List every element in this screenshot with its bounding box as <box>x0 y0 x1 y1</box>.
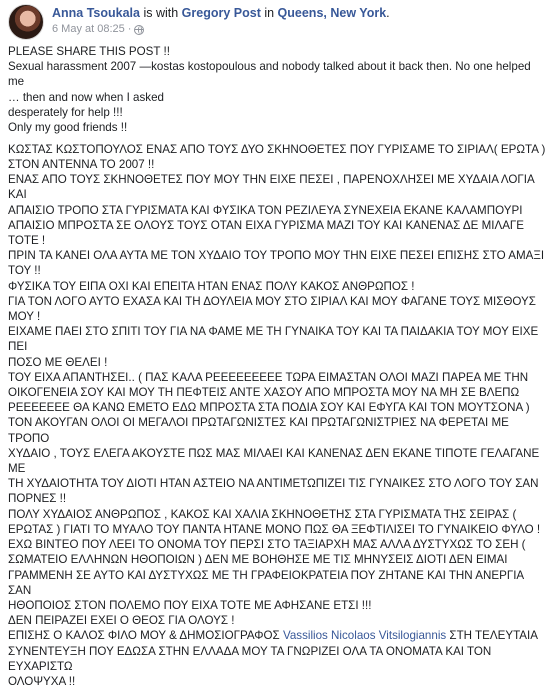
in-text: in <box>260 6 278 20</box>
text-line: … then and now when I asked <box>8 90 164 104</box>
text-line: ΓΙΑ ΤΟΝ ΛΟΓΟ ΑΥΤΟ ΕΧΑΣΑ ΚΑΙ ΤΗ ΔΟΥΛΕΙΑ ΜΟΥ ΣΤΟ ΣΙΡΙΑΛ ΚΑΙ ΜΟΥ ΦΑΓΑΝΕ ΤΟΥΣ ΜΙΣΘΟΥΣ <box>8 294 536 308</box>
text-line: ΑΠΑΙΣΙΟ ΤΡΟΠΟ ΣΤΑ ΓΥΡΙΣΜΑΤΑ ΚΑΙ ΦΥΣΙΚΑ ΤΟΝ ΡΕΖΙΛΕΥΑ ΣΥΝΕΧΕΙΑ ΕΚΑΝΕ ΚΑΛΑΜΠΟΥΡΙ <box>8 203 523 217</box>
text-line: ΠΟΡΝΕΣ !! <box>8 492 67 506</box>
separator-dot: · <box>127 23 132 35</box>
author-name-link[interactable]: Anna Tsoukala <box>52 6 140 20</box>
text-line: ΚΩΣΤΑΣ ΚΩΣΤΟΠΟΥΛΟΣ ΕΝΑΣ ΑΠΟ ΤΟΥΣ ΔΥΟ ΣΚΗΝΟΘΕΤΕΣ ΠΟΥ ΓΥΡΙΣΑΜΕ ΤΟ ΣΙΡΙΑΛ( ΕΡΩΤΑ ) <box>8 142 546 156</box>
post-meta <box>52 5 547 37</box>
period-text: . <box>386 6 390 20</box>
text-line: ΟΙΚΟΓΕΝΕΙΑ ΣΟΥ ΚΑΙ ΜΟΥ ΤΗ ΠΕΦΤΕΙΣ ΑΝΤΕ ΧΑΣΟΥ ΑΠΟ ΜΠΡΟΣΤΑ ΜΟΥ ΝΑ ΜΗ ΣΕ ΒΛΕΠΩ <box>8 386 520 400</box>
location-link[interactable]: Queens, New York <box>277 6 387 20</box>
is-with-text: is with <box>139 6 182 20</box>
text-fragment: ΕΠΙΣΗΣ Ο ΚΑΛΟΣ ΦΙΛΟ ΜΟΥ & ΔΗΜΟΣΙΟΓΡΑΦΟΣ <box>8 629 283 643</box>
text-line: PLEASE SHARE THIS POST !! <box>8 45 170 58</box>
text-line: ΠΟΣΟ ΜΕ ΘΕΛΕΙ ! <box>8 355 108 369</box>
post-timestamp[interactable]: 6 May at 08:25 <box>52 23 125 35</box>
journalist-mention-link[interactable]: Vassilios Nicolaos Vitsilogiannis <box>282 629 447 643</box>
text-line: Sexual harassment 2007 —kostas kostopoulous and nobody talked about it back then. No one helped me <box>8 60 531 89</box>
text-line: desperately for help !!! <box>8 105 123 119</box>
text-line: ΤΗ ΧΥΔΑΙΟΤΗΤΑ ΤΟΥ ΔΙΟΤΙ ΗΤΑΝ ΑΣΤΕΙΟ ΝΑ ΑΝΤΙΜΕΤΩΠΙΖΕΙ ΤΙΣ ΓΥΝΑΙΚΕΣ ΣΤΟ ΛΟΓΟ ΤΟΥ ΣΑΝ <box>8 477 539 491</box>
text-line: ΡΕΕΕΕΕΕΕ ΘΑ ΚΑΝΩ ΕΜΕΤΟ ΕΔΩ ΜΠΡΟΣΤΑ ΣΤΑ ΠΟΔΙΑ ΣΟΥ ΚΑΙ ΕΦΥΓΑ ΚΑΙ ΤΟΝ ΜΟΥΤΣΟΝΑ ) <box>8 401 530 415</box>
text-line: ΧΥΔΑΙΟ , ΤΟΥΣ ΕΛΕΓΑ ΑΚΟΥΣΤΕ ΠΩΣ ΜΑΣ ΜΙΛΑΕΙ ΚΑΙ ΚΑΝΕΝΑΣ ΔΕΝ ΕΚΑΝΕ ΤΙΠΟΤΕ ΓΕΛΑΓΑΝΕ ΜΕ <box>8 446 540 476</box>
text-line: ΑΠΑΙΣΙΟ ΜΠΡΟΣΤΑ ΣΕ ΟΛΟΥΣ ΤΟΥΣ ΟΤΑΝ ΕΙΧΑ ΓΥΡΙΣΜΑ ΜΑΖΙ ΤΟΥ ΚΑΙ ΚΑΝΕΝΑΣ ΔΕ ΜΙΛΑΓΕ ΤΟΤΕ ! <box>8 218 525 248</box>
text-line: ΠΡΙΝ ΤΑ ΚΑΝΕΙ ΟΛΑ ΑΥΤΑ ΜΕ ΤΟΝ ΧΥΔΑΙΟ ΤΟΥ ΤΡΟΠΟ ΜΟΥ ΤΗΝ ΕΙΧΕ ΠΕΣΕΙ ΕΠΙΣΗΣ ΣΤΟ ΑΜΑΞΙ <box>8 249 545 263</box>
text-line: ΜΟΥ ! <box>8 310 41 324</box>
greek-paragraph <box>8 142 549 689</box>
post-header <box>8 4 547 40</box>
text-line: ΗΘΟΠΟΙΟΣ ΣΤΟΝ ΠΟΛΕΜΟ ΠΟΥ ΕΙΧΑ ΤΟΤΕ ΜΕ ΑΦΗΣΑΝΕ ΕΤΣΙ !!! <box>8 598 372 612</box>
post-timestamp-line <box>52 22 547 37</box>
text-line: ΤΟΥ ΕΙΧΑ ΑΠΑΝΤΗΣΕΙ.. ( ΠΑΣ ΚΑΛΑ ΡΕΕΕΕΕΕΕΕΕ ΤΩΡΑ ΕΙΜΑΣΤΑΝ ΟΛΟΙ ΜΑΖΙ ΠΑΡΕΑ ΜΕ ΤΗΝ <box>8 370 529 384</box>
text-line: ΣΥΝΕΝΤΕΥΞΗ ΠΟΥ ΕΔΩΣΑ ΣΤΗΝ ΕΛΛΑΔΑ ΜΟΥ ΤΑ ΓΝΩΡΙΖΕΙ ΟΛΑ ΤΑ ΟΝΟΜΑΤΑ ΚΑΙ ΤΟΝ ΕΥΧΑΡΙΣΤΩ <box>8 644 492 673</box>
globe-icon[interactable] <box>134 25 144 35</box>
author-avatar[interactable] <box>8 4 44 40</box>
text-line: ΟΛΟΨΥΧΑ !! <box>8 674 76 688</box>
text-line: ΤΟΝ ΑΚΟΥΓΑΝ ΟΛΟΙ ΟΙ ΜΕΓΑΛΟΙ ΠΡΩΤΑΓΩΝΙΣΤΕΣ ΚΑΙ ΠΡΩΤΑΓΩΝΙΣΤΡΙΕΣ ΝΑ ΦΕΡΕΤΑΙ ΜΕ ΤΡΟΠΟ <box>8 416 509 445</box>
text-line: ΕΡΩΤΑΣ ) ΓΙΑΤΙ ΤΟ ΜΥΑΛΟ ΤΟΥ ΠΑΝΤΑ ΗΤΑΝΕ ΜΟΝΟ ΠΩΣ ΘΑ ΞΕΦΤΙΛΙΣΕΙ ΤΟ ΓΥΝΑΙΚΕΙΟ ΦΥΛΟ ! <box>8 522 541 536</box>
text-line: ΦΥΣΙΚΑ ΤΟΥ ΕΙΠΑ ΟΧΙ ΚΑΙ ΕΠΕΙΤΑ ΗΤΑΝ ΕΝΑΣ ΠΟΛΥ ΚΑΚΟΣ ΑΝΘΡΩΠΟΣ ! <box>8 279 415 293</box>
tagged-friend-link[interactable]: Gregory Post <box>181 6 261 20</box>
post-body <box>8 44 549 689</box>
text-line: ΕΙΧΑΜΕ ΠΑΕΙ ΣΤΟ ΣΠΙΤΙ ΤΟΥ ΓΙΑ ΝΑ ΦΑΜΕ ΜΕ ΤΗ ΓΥΝΑΙΚΑ ΤΟΥ ΚΑΙ ΤΑ ΠΑΙΔΑΚΙΑ ΤΟΥ ΜΟΥ ΕΙΧΕ ΠΕΙ <box>8 325 539 354</box>
text-line: ΓΡΑΜΜΕΝΗ ΣΕ ΑΥΤΟ ΚΑΙ ΔΥΣΤΥΧΩΣ ΜΕ ΤΗ ΓΡΑΦΕΙΟΚΡΑΤΕΙΑ ΠΟΥ ΖΗΤΑΝΕ ΚΑΙ ΤΗΝ ΑΝΕΡΓΙΑ ΣΑΝ <box>8 568 524 597</box>
text-line: ΕΧΩ ΒΙΝΤΕΟ ΠΟΥ ΛΕΕΙ ΤΟ ΟΝΟΜΑ ΤΟΥ ΠΕΡΣΙ ΣΤΟ ΤΑΞΙΑΡΧΗ ΜΑΣ ΑΛΛΑ ΔΥΣΤΥΧΩΣ ΤΟ ΣΕΗ ( <box>8 538 526 552</box>
text-line: ΕΝΑΣ ΑΠΟ ΤΟΥΣ ΣΚΗΝΟΘΕΤΕΣ ΠΟΥ ΜΟΥ ΤΗΝ ΕΙΧΕ ΠΕΣΕΙ , ΠΑΡΕΝΟΧΛΗΣΕΙ ΜΕ ΧΥΔΑΙΑ ΛΟΓΙΑ ΚΑΙ <box>8 173 535 202</box>
text-line: ΤΟΥ !! <box>8 264 41 278</box>
english-paragraph <box>8 44 549 135</box>
text-line: ΣΩΜΑΤΕΙΟ ΕΛΛΗΝΩΝ ΗΘΟΠΟΙΩΝ ) ΔΕΝ ΜΕ ΒΟΗΘΗΣΕ ΜΕ ΤΙΣ ΜΗΝΥΣΕΙΣ ΔΙΟΤΙ ΔΕΝ ΕΙΜΑΙ <box>8 553 508 567</box>
post-author-line <box>52 5 547 21</box>
text-line: ΠΟΛΥ ΧΥΔΑΙΟΣ ΑΝΘΡΩΠΟΣ , ΚΑΚΟΣ ΚΑΙ ΧΑΛΙΑ ΣΚΗΝΟΘΕΤΗΣ ΣΤΑ ΓΥΡΙΣΜΑΤΑ ΤΗΣ ΣΕΙΡΑΣ ( <box>8 507 517 521</box>
text-line <box>8 628 549 643</box>
text-fragment: ΣΤΗ ΤΕΛΕΥΤΑΙΑ <box>446 629 538 643</box>
text-line: Only my good friends !! <box>8 121 128 135</box>
text-line: ΣΤΟΝ ΑΝΤΕΝΝΑ ΤΟ 2007 !! <box>8 158 155 172</box>
text-line: ΔΕΝ ΠΕΙΡΑΖΕΙ ΕΧΕΙ Ο ΘΕΟΣ ΓΙΑ ΟΛΟΥΣ ! <box>8 614 235 628</box>
